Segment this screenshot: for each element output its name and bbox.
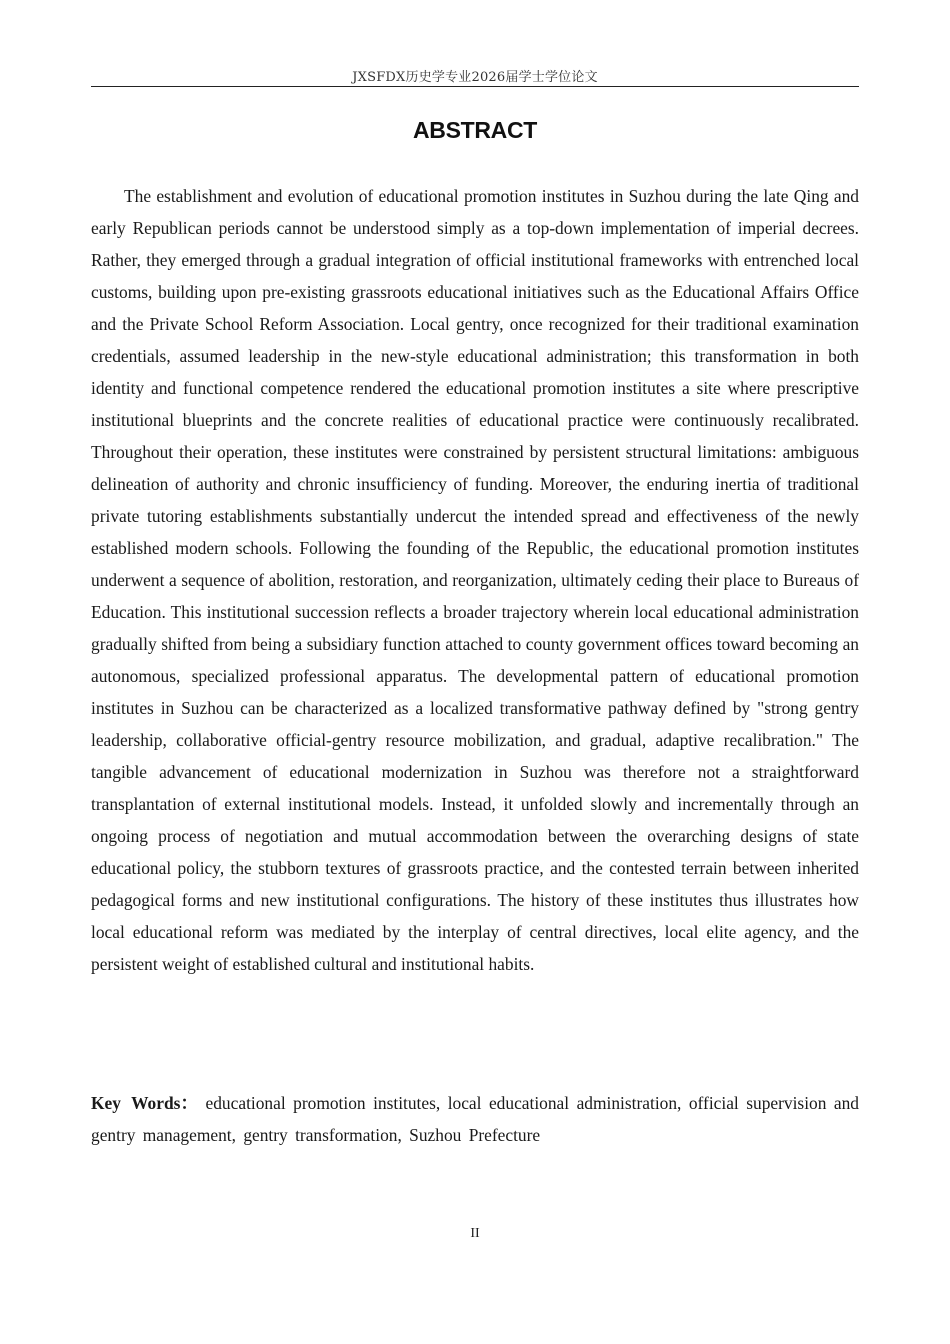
running-header: JXSFDX历史学专业2026届学士学位论文: [352, 70, 598, 85]
abstract-paragraph: The establishment and evolution of educational promotion institutes in Suzhou during the late Qing and early Republican periods cannot be understood simply as a top-down implementation of imperial decrees. Rather, they emerged through a gradual integration of official institutional frameworks with entrenched local customs, building upon pre-existing grassroots educational initiatives such as the Educational Affairs Office and the Private School Reform Association. Local gentry, once recognized for their traditional examination credentials, assumed leadership in the new-style educational administration; this transformation in both identity and functional competence rendered the educational promotion institutes a site where prescriptive institutional blueprints and the concrete realities of educational practice were continuously recalibrated. Throughout their operation, these institutes were constrained by persistent structural limitations: ambiguous delineation of authority and chronic insufficiency of funding. Moreover, the enduring inertia of traditional private tutoring establishments substantially undercut the intended spread and effectiveness of the newly established modern schools. Following the founding of the Republic, the educational promotion institutes underwent a sequence of abolition, restoration, and reorganization, ultimately ceding their place to Bureaus of Education. This institutional succession reflects a broader trajectory wherein local educational administration gradually shifted from being a subsidiary function attached to county government offices toward becoming an autonomous, specialized professional apparatus. The developmental pattern of educational promotion institutes in Suzhou can be characterized as a localized transformative pathway defined by "strong gentry leadership, collaborative official-gentry resource mobilization, and gradual, adaptive recalibration." The tangible advancement of educational modernization in Suzhou was therefore not a straightforward transplantation of external institutional models. Instead, it unfolded slowly and incrementally through an ongoing process of negotiation and mutual accommodation between the overarching designs of state educational policy, the stubborn textures of grassroots practice, and the contested terrain between inherited pedagogical forms and new institutional configurations. The history of these institutes thus illustrates how local educational reform was mediated by the interplay of central directives, local elite agency, and the persistent weight of established cultural and institutional habits.: [91, 186, 859, 974]
keywords-label: Key Words：: [91, 1093, 199, 1113]
keywords-paragraph: [91, 1087, 859, 1151]
abstract-title: ABSTRACT: [412, 117, 538, 143]
header-rule: [91, 86, 859, 87]
keywords-text: educational promotion institutes, local educational administration, official supervision and gentry management, gentry transformation, Suzhou Prefecture: [91, 1093, 859, 1145]
page-number: II: [470, 1226, 480, 1241]
